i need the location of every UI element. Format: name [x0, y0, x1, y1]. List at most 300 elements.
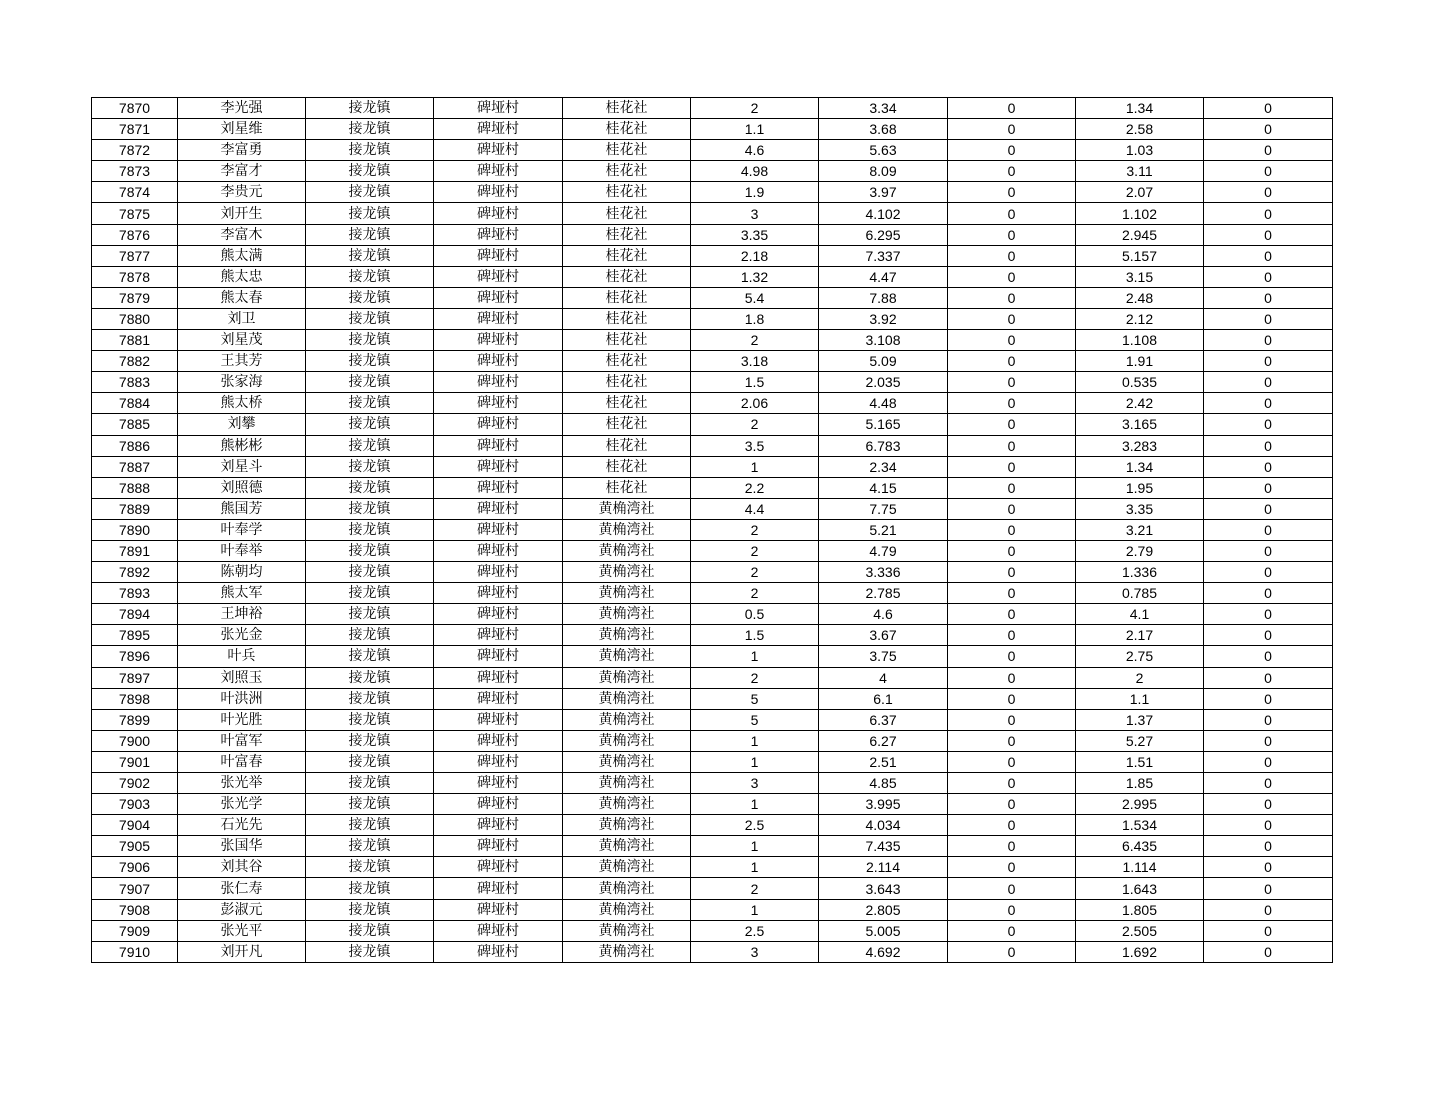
value-b-cell: 2.51	[819, 751, 948, 772]
table-row	[92, 667, 1333, 688]
value-e-cell: 0	[1204, 625, 1333, 646]
village-cell: 碑垭村	[434, 351, 563, 372]
value-a-cell: 2	[691, 98, 819, 119]
row-id-cell: 7893	[92, 583, 178, 604]
value-a-cell: 1	[691, 751, 819, 772]
value-a-cell: 2	[691, 878, 819, 899]
value-a-cell: 3.18	[691, 351, 819, 372]
value-a-cell: 2.5	[691, 815, 819, 836]
value-c-cell: 0	[948, 140, 1076, 161]
row-id-cell: 7888	[92, 477, 178, 498]
table-row	[92, 899, 1333, 920]
group-cell: 桂花社	[563, 351, 691, 372]
town-cell: 接龙镇	[306, 688, 434, 709]
value-a-cell: 2	[691, 583, 819, 604]
value-c-cell: 0	[948, 540, 1076, 561]
value-d-cell: 2.48	[1076, 287, 1204, 308]
value-a-cell: 1	[691, 794, 819, 815]
name-cell: 张光平	[178, 920, 306, 941]
value-a-cell: 4.6	[691, 140, 819, 161]
row-id-cell: 7885	[92, 414, 178, 435]
name-cell: 叶富军	[178, 730, 306, 751]
value-b-cell: 5.165	[819, 414, 948, 435]
village-cell: 碑垭村	[434, 519, 563, 540]
name-cell: 叶洪洲	[178, 688, 306, 709]
value-e-cell: 0	[1204, 182, 1333, 203]
row-id-cell: 7874	[92, 182, 178, 203]
value-b-cell: 6.783	[819, 435, 948, 456]
town-cell: 接龙镇	[306, 330, 434, 351]
value-c-cell: 0	[948, 203, 1076, 224]
village-cell: 碑垭村	[434, 836, 563, 857]
value-d-cell: 1.51	[1076, 751, 1204, 772]
table-row	[92, 604, 1333, 625]
value-e-cell: 0	[1204, 730, 1333, 751]
value-e-cell: 0	[1204, 119, 1333, 140]
group-cell: 桂花社	[563, 119, 691, 140]
value-b-cell: 6.295	[819, 224, 948, 245]
value-c-cell: 0	[948, 688, 1076, 709]
value-b-cell: 3.97	[819, 182, 948, 203]
value-e-cell: 0	[1204, 477, 1333, 498]
value-b-cell: 4.79	[819, 540, 948, 561]
value-b-cell: 2.035	[819, 372, 948, 393]
row-id-cell: 7881	[92, 330, 178, 351]
value-e-cell: 0	[1204, 161, 1333, 182]
row-id-cell: 7887	[92, 456, 178, 477]
value-c-cell: 0	[948, 351, 1076, 372]
group-cell: 黄桷湾社	[563, 794, 691, 815]
village-cell: 碑垭村	[434, 920, 563, 941]
town-cell: 接龙镇	[306, 625, 434, 646]
value-e-cell: 0	[1204, 308, 1333, 329]
name-cell: 刘卫	[178, 308, 306, 329]
table-row	[92, 372, 1333, 393]
row-id-cell: 7894	[92, 604, 178, 625]
value-c-cell: 0	[948, 498, 1076, 519]
value-b-cell: 2.34	[819, 456, 948, 477]
value-e-cell: 0	[1204, 498, 1333, 519]
value-c-cell: 0	[948, 646, 1076, 667]
value-e-cell: 0	[1204, 456, 1333, 477]
village-cell: 碑垭村	[434, 709, 563, 730]
value-d-cell: 3.21	[1076, 519, 1204, 540]
value-b-cell: 3.92	[819, 308, 948, 329]
value-a-cell: 2	[691, 562, 819, 583]
value-a-cell: 1	[691, 646, 819, 667]
value-d-cell: 1.91	[1076, 351, 1204, 372]
value-d-cell: 2.17	[1076, 625, 1204, 646]
group-cell: 桂花社	[563, 372, 691, 393]
group-cell: 桂花社	[563, 414, 691, 435]
value-c-cell: 0	[948, 730, 1076, 751]
value-b-cell: 2.114	[819, 857, 948, 878]
value-e-cell: 0	[1204, 878, 1333, 899]
group-cell: 桂花社	[563, 477, 691, 498]
value-d-cell: 1.692	[1076, 941, 1204, 962]
value-a-cell: 0.5	[691, 604, 819, 625]
town-cell: 接龙镇	[306, 519, 434, 540]
value-e-cell: 0	[1204, 393, 1333, 414]
value-d-cell: 6.435	[1076, 836, 1204, 857]
value-d-cell: 1.85	[1076, 773, 1204, 794]
group-cell: 黄桷湾社	[563, 857, 691, 878]
value-a-cell: 1	[691, 730, 819, 751]
village-cell: 碑垭村	[434, 604, 563, 625]
town-cell: 接龙镇	[306, 667, 434, 688]
value-a-cell: 2.18	[691, 245, 819, 266]
value-b-cell: 8.09	[819, 161, 948, 182]
group-cell: 桂花社	[563, 266, 691, 287]
row-id-cell: 7910	[92, 941, 178, 962]
row-id-cell: 7876	[92, 224, 178, 245]
row-id-cell: 7905	[92, 836, 178, 857]
name-cell: 李富才	[178, 161, 306, 182]
value-a-cell: 2	[691, 414, 819, 435]
table-row	[92, 730, 1333, 751]
value-a-cell: 2	[691, 667, 819, 688]
table-row	[92, 245, 1333, 266]
village-cell: 碑垭村	[434, 730, 563, 751]
town-cell: 接龙镇	[306, 393, 434, 414]
value-b-cell: 3.67	[819, 625, 948, 646]
row-id-cell: 7902	[92, 773, 178, 794]
value-d-cell: 1.805	[1076, 899, 1204, 920]
group-cell: 黄桷湾社	[563, 540, 691, 561]
value-a-cell: 1.8	[691, 308, 819, 329]
table-row	[92, 98, 1333, 119]
value-e-cell: 0	[1204, 667, 1333, 688]
name-cell: 熊太桥	[178, 393, 306, 414]
value-a-cell: 1	[691, 857, 819, 878]
value-d-cell: 1.108	[1076, 330, 1204, 351]
row-id-cell: 7879	[92, 287, 178, 308]
table-row	[92, 477, 1333, 498]
village-cell: 碑垭村	[434, 540, 563, 561]
value-a-cell: 2.2	[691, 477, 819, 498]
value-d-cell: 1.95	[1076, 477, 1204, 498]
value-d-cell: 2.995	[1076, 794, 1204, 815]
town-cell: 接龙镇	[306, 562, 434, 583]
town-cell: 接龙镇	[306, 245, 434, 266]
row-id-cell: 7886	[92, 435, 178, 456]
group-cell: 桂花社	[563, 224, 691, 245]
village-cell: 碑垭村	[434, 224, 563, 245]
town-cell: 接龙镇	[306, 308, 434, 329]
value-d-cell: 2.75	[1076, 646, 1204, 667]
table-row	[92, 688, 1333, 709]
village-cell: 碑垭村	[434, 794, 563, 815]
value-c-cell: 0	[948, 625, 1076, 646]
table-row	[92, 330, 1333, 351]
group-cell: 黄桷湾社	[563, 920, 691, 941]
value-c-cell: 0	[948, 878, 1076, 899]
town-cell: 接龙镇	[306, 414, 434, 435]
table-row	[92, 583, 1333, 604]
value-d-cell: 3.35	[1076, 498, 1204, 519]
village-cell: 碑垭村	[434, 98, 563, 119]
value-d-cell: 5.27	[1076, 730, 1204, 751]
value-e-cell: 0	[1204, 562, 1333, 583]
row-id-cell: 7880	[92, 308, 178, 329]
village-cell: 碑垭村	[434, 857, 563, 878]
value-b-cell: 4	[819, 667, 948, 688]
value-b-cell: 3.34	[819, 98, 948, 119]
village-cell: 碑垭村	[434, 372, 563, 393]
value-a-cell: 2.06	[691, 393, 819, 414]
value-d-cell: 3.15	[1076, 266, 1204, 287]
town-cell: 接龙镇	[306, 266, 434, 287]
value-d-cell: 1.643	[1076, 878, 1204, 899]
group-cell: 桂花社	[563, 308, 691, 329]
name-cell: 李富木	[178, 224, 306, 245]
table-row	[92, 203, 1333, 224]
value-d-cell: 2.42	[1076, 393, 1204, 414]
value-e-cell: 0	[1204, 351, 1333, 372]
table-row	[92, 878, 1333, 899]
village-cell: 碑垭村	[434, 414, 563, 435]
name-cell: 刘攀	[178, 414, 306, 435]
group-cell: 桂花社	[563, 287, 691, 308]
table-row	[92, 562, 1333, 583]
town-cell: 接龙镇	[306, 857, 434, 878]
village-cell: 碑垭村	[434, 308, 563, 329]
value-b-cell: 4.85	[819, 773, 948, 794]
table-row	[92, 941, 1333, 962]
value-a-cell: 1.5	[691, 625, 819, 646]
row-id-cell: 7904	[92, 815, 178, 836]
row-id-cell: 7900	[92, 730, 178, 751]
name-cell: 熊太春	[178, 287, 306, 308]
value-a-cell: 5	[691, 688, 819, 709]
value-e-cell: 0	[1204, 245, 1333, 266]
value-d-cell: 2.07	[1076, 182, 1204, 203]
value-c-cell: 0	[948, 920, 1076, 941]
value-b-cell: 4.102	[819, 203, 948, 224]
value-c-cell: 0	[948, 182, 1076, 203]
value-c-cell: 0	[948, 456, 1076, 477]
name-cell: 熊太忠	[178, 266, 306, 287]
value-c-cell: 0	[948, 562, 1076, 583]
name-cell: 刘开凡	[178, 941, 306, 962]
value-e-cell: 0	[1204, 815, 1333, 836]
value-b-cell: 4.15	[819, 477, 948, 498]
town-cell: 接龙镇	[306, 815, 434, 836]
value-d-cell: 1.114	[1076, 857, 1204, 878]
value-e-cell: 0	[1204, 941, 1333, 962]
table-row	[92, 182, 1333, 203]
town-cell: 接龙镇	[306, 477, 434, 498]
group-cell: 桂花社	[563, 393, 691, 414]
value-d-cell: 4.1	[1076, 604, 1204, 625]
row-id-cell: 7884	[92, 393, 178, 414]
row-id-cell: 7903	[92, 794, 178, 815]
town-cell: 接龙镇	[306, 161, 434, 182]
value-d-cell: 2	[1076, 667, 1204, 688]
table-row	[92, 540, 1333, 561]
group-cell: 黄桷湾社	[563, 519, 691, 540]
group-cell: 桂花社	[563, 161, 691, 182]
value-e-cell: 0	[1204, 266, 1333, 287]
value-e-cell: 0	[1204, 435, 1333, 456]
village-cell: 碑垭村	[434, 287, 563, 308]
value-d-cell: 1.102	[1076, 203, 1204, 224]
group-cell: 黄桷湾社	[563, 751, 691, 772]
value-b-cell: 3.336	[819, 562, 948, 583]
value-b-cell: 4.6	[819, 604, 948, 625]
value-e-cell: 0	[1204, 519, 1333, 540]
village-cell: 碑垭村	[434, 266, 563, 287]
village-cell: 碑垭村	[434, 161, 563, 182]
town-cell: 接龙镇	[306, 540, 434, 561]
value-e-cell: 0	[1204, 604, 1333, 625]
table-row	[92, 646, 1333, 667]
value-b-cell: 5.09	[819, 351, 948, 372]
value-d-cell: 3.11	[1076, 161, 1204, 182]
value-c-cell: 0	[948, 794, 1076, 815]
group-cell: 黄桷湾社	[563, 836, 691, 857]
value-b-cell: 5.63	[819, 140, 948, 161]
name-cell: 叶奉学	[178, 519, 306, 540]
value-d-cell: 2.945	[1076, 224, 1204, 245]
value-c-cell: 0	[948, 773, 1076, 794]
value-c-cell: 0	[948, 667, 1076, 688]
name-cell: 刘其谷	[178, 857, 306, 878]
village-cell: 碑垭村	[434, 562, 563, 583]
value-c-cell: 0	[948, 815, 1076, 836]
name-cell: 张光金	[178, 625, 306, 646]
table-row	[92, 751, 1333, 772]
town-cell: 接龙镇	[306, 287, 434, 308]
value-d-cell: 1.34	[1076, 98, 1204, 119]
village-cell: 碑垭村	[434, 477, 563, 498]
village-cell: 碑垭村	[434, 498, 563, 519]
value-c-cell: 0	[948, 414, 1076, 435]
row-id-cell: 7906	[92, 857, 178, 878]
town-cell: 接龙镇	[306, 435, 434, 456]
town-cell: 接龙镇	[306, 456, 434, 477]
name-cell: 刘星斗	[178, 456, 306, 477]
value-d-cell: 0.785	[1076, 583, 1204, 604]
value-d-cell: 1.37	[1076, 709, 1204, 730]
value-e-cell: 0	[1204, 372, 1333, 393]
row-id-cell: 7872	[92, 140, 178, 161]
group-cell: 桂花社	[563, 98, 691, 119]
village-cell: 碑垭村	[434, 773, 563, 794]
row-id-cell: 7891	[92, 540, 178, 561]
value-e-cell: 0	[1204, 224, 1333, 245]
value-b-cell: 6.37	[819, 709, 948, 730]
row-id-cell: 7875	[92, 203, 178, 224]
row-id-cell: 7871	[92, 119, 178, 140]
village-cell: 碑垭村	[434, 182, 563, 203]
value-d-cell: 1.336	[1076, 562, 1204, 583]
name-cell: 李富勇	[178, 140, 306, 161]
value-b-cell: 3.75	[819, 646, 948, 667]
name-cell: 彭淑元	[178, 899, 306, 920]
group-cell: 桂花社	[563, 182, 691, 203]
name-cell: 李光强	[178, 98, 306, 119]
village-cell: 碑垭村	[434, 583, 563, 604]
town-cell: 接龙镇	[306, 140, 434, 161]
value-e-cell: 0	[1204, 688, 1333, 709]
value-b-cell: 3.995	[819, 794, 948, 815]
value-a-cell: 1.9	[691, 182, 819, 203]
town-cell: 接龙镇	[306, 941, 434, 962]
value-d-cell: 0.535	[1076, 372, 1204, 393]
value-b-cell: 4.692	[819, 941, 948, 962]
group-cell: 桂花社	[563, 245, 691, 266]
town-cell: 接龙镇	[306, 751, 434, 772]
group-cell: 黄桷湾社	[563, 498, 691, 519]
row-id-cell: 7873	[92, 161, 178, 182]
village-cell: 碑垭村	[434, 435, 563, 456]
town-cell: 接龙镇	[306, 98, 434, 119]
value-e-cell: 0	[1204, 140, 1333, 161]
value-c-cell: 0	[948, 519, 1076, 540]
value-b-cell: 4.48	[819, 393, 948, 414]
town-cell: 接龙镇	[306, 182, 434, 203]
village-cell: 碑垭村	[434, 119, 563, 140]
value-e-cell: 0	[1204, 899, 1333, 920]
value-b-cell: 5.005	[819, 920, 948, 941]
row-id-cell: 7897	[92, 667, 178, 688]
value-c-cell: 0	[948, 857, 1076, 878]
group-cell: 桂花社	[563, 203, 691, 224]
table-row	[92, 773, 1333, 794]
row-id-cell: 7899	[92, 709, 178, 730]
value-b-cell: 6.1	[819, 688, 948, 709]
value-b-cell: 3.643	[819, 878, 948, 899]
name-cell: 刘照玉	[178, 667, 306, 688]
group-cell: 黄桷湾社	[563, 625, 691, 646]
village-cell: 碑垭村	[434, 899, 563, 920]
value-b-cell: 3.108	[819, 330, 948, 351]
group-cell: 桂花社	[563, 140, 691, 161]
village-cell: 碑垭村	[434, 456, 563, 477]
value-a-cell: 1	[691, 836, 819, 857]
village-cell: 碑垭村	[434, 688, 563, 709]
value-c-cell: 0	[948, 161, 1076, 182]
value-a-cell: 4.98	[691, 161, 819, 182]
value-e-cell: 0	[1204, 920, 1333, 941]
village-cell: 碑垭村	[434, 625, 563, 646]
value-c-cell: 0	[948, 899, 1076, 920]
value-a-cell: 1.32	[691, 266, 819, 287]
value-c-cell: 0	[948, 119, 1076, 140]
value-c-cell: 0	[948, 604, 1076, 625]
value-a-cell: 2	[691, 540, 819, 561]
value-e-cell: 0	[1204, 583, 1333, 604]
town-cell: 接龙镇	[306, 351, 434, 372]
row-id-cell: 7909	[92, 920, 178, 941]
village-cell: 碑垭村	[434, 667, 563, 688]
name-cell: 王坤裕	[178, 604, 306, 625]
row-id-cell: 7882	[92, 351, 178, 372]
group-cell: 黄桷湾社	[563, 688, 691, 709]
village-cell: 碑垭村	[434, 393, 563, 414]
village-cell: 碑垭村	[434, 941, 563, 962]
table-row	[92, 224, 1333, 245]
value-e-cell: 0	[1204, 98, 1333, 119]
village-cell: 碑垭村	[434, 330, 563, 351]
value-a-cell: 5	[691, 709, 819, 730]
group-cell: 桂花社	[563, 456, 691, 477]
table-row	[92, 709, 1333, 730]
row-id-cell: 7883	[92, 372, 178, 393]
row-id-cell: 7870	[92, 98, 178, 119]
table-row	[92, 308, 1333, 329]
